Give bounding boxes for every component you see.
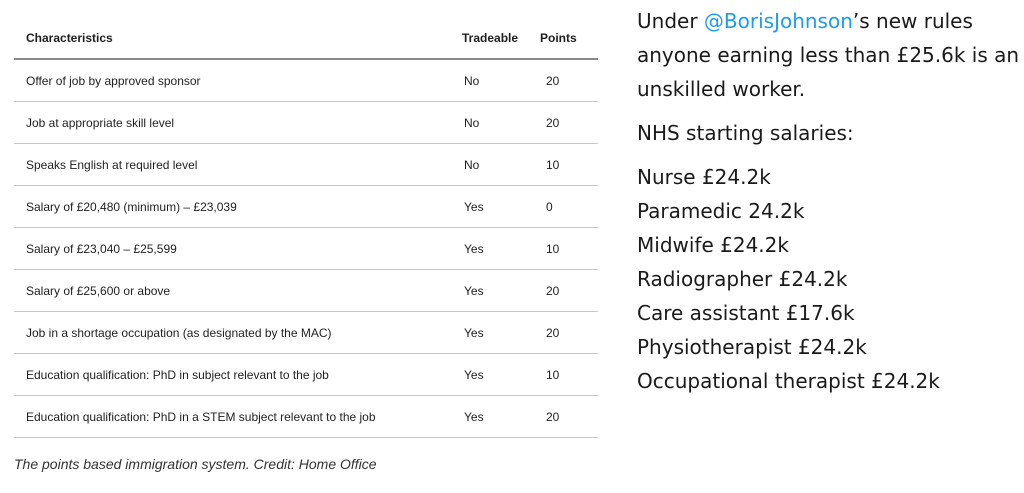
row-characteristic: Salary of £25,600 or above [14, 270, 462, 312]
row-tradeable: Yes [462, 312, 540, 354]
row-characteristic: Job at appropriate skill level [14, 102, 462, 144]
row-characteristic: Education qualification: PhD in a STEM subject relevant to the job [14, 396, 462, 438]
table-row [14, 312, 598, 354]
table-row [14, 102, 598, 144]
row-points: 20 [540, 102, 598, 144]
list-item: Midwife £24.2k [637, 233, 789, 257]
image-caption: The points based immigration system. Credit: Home Office [14, 456, 377, 472]
row-characteristic: Salary of £23,040 – £25,599 [14, 228, 462, 270]
row-tradeable: Yes [462, 270, 540, 312]
tweet-text [637, 4, 1021, 398]
row-tradeable: Yes [462, 354, 540, 396]
salaries-heading: NHS starting salaries: [637, 121, 854, 145]
list-item: Physiotherapist £24.2k [637, 335, 867, 359]
row-points: 20 [540, 270, 598, 312]
list-item: Paramedic 24.2k [637, 199, 805, 223]
row-points: 20 [540, 59, 598, 102]
row-characteristic: Education qualification: PhD in subject relevant to the job [14, 354, 462, 396]
row-points: 10 [540, 144, 598, 186]
row-tradeable: Yes [462, 186, 540, 228]
row-tradeable: No [462, 102, 540, 144]
intro-prefix: Under [637, 9, 704, 33]
intro-suffix: ’s new rules anyone earning less than £25.6k is an unskilled worker. [637, 9, 1020, 101]
table-row [14, 270, 598, 312]
list-item: Care assistant £17.6k [637, 301, 855, 325]
table-row [14, 228, 598, 270]
row-tradeable: Yes [462, 396, 540, 438]
row-points: 10 [540, 228, 598, 270]
row-characteristic: Offer of job by approved sponsor [14, 59, 462, 102]
header-tradeable: Tradeable [462, 18, 540, 59]
table-row [14, 186, 598, 228]
row-points: 20 [540, 396, 598, 438]
table-row [14, 354, 598, 396]
header-points: Points [540, 18, 598, 59]
list-item: Radiographer £24.2k [637, 267, 848, 291]
row-tradeable: No [462, 59, 540, 102]
table-row [14, 396, 598, 438]
row-characteristic: Salary of £20,480 (minimum) – £23,039 [14, 186, 462, 228]
list-item: Occupational therapist £24.2k [637, 369, 940, 393]
row-tradeable: Yes [462, 228, 540, 270]
salary-list [637, 160, 1021, 398]
table-row [14, 59, 598, 102]
points-table [14, 18, 598, 438]
mention-link[interactable]: @BorisJohnson [703, 9, 853, 33]
tweet-intro [637, 4, 1021, 106]
row-points: 10 [540, 354, 598, 396]
table-row [14, 144, 598, 186]
table-header-row [14, 18, 598, 59]
list-item: Nurse £24.2k [637, 165, 771, 189]
row-points: 20 [540, 312, 598, 354]
row-points: 0 [540, 186, 598, 228]
row-tradeable: No [462, 144, 540, 186]
row-characteristic: Speaks English at required level [14, 144, 462, 186]
points-table-panel [14, 18, 598, 438]
row-characteristic: Job in a shortage occupation (as designated by the MAC) [14, 312, 462, 354]
header-characteristics: Characteristics [14, 18, 462, 59]
